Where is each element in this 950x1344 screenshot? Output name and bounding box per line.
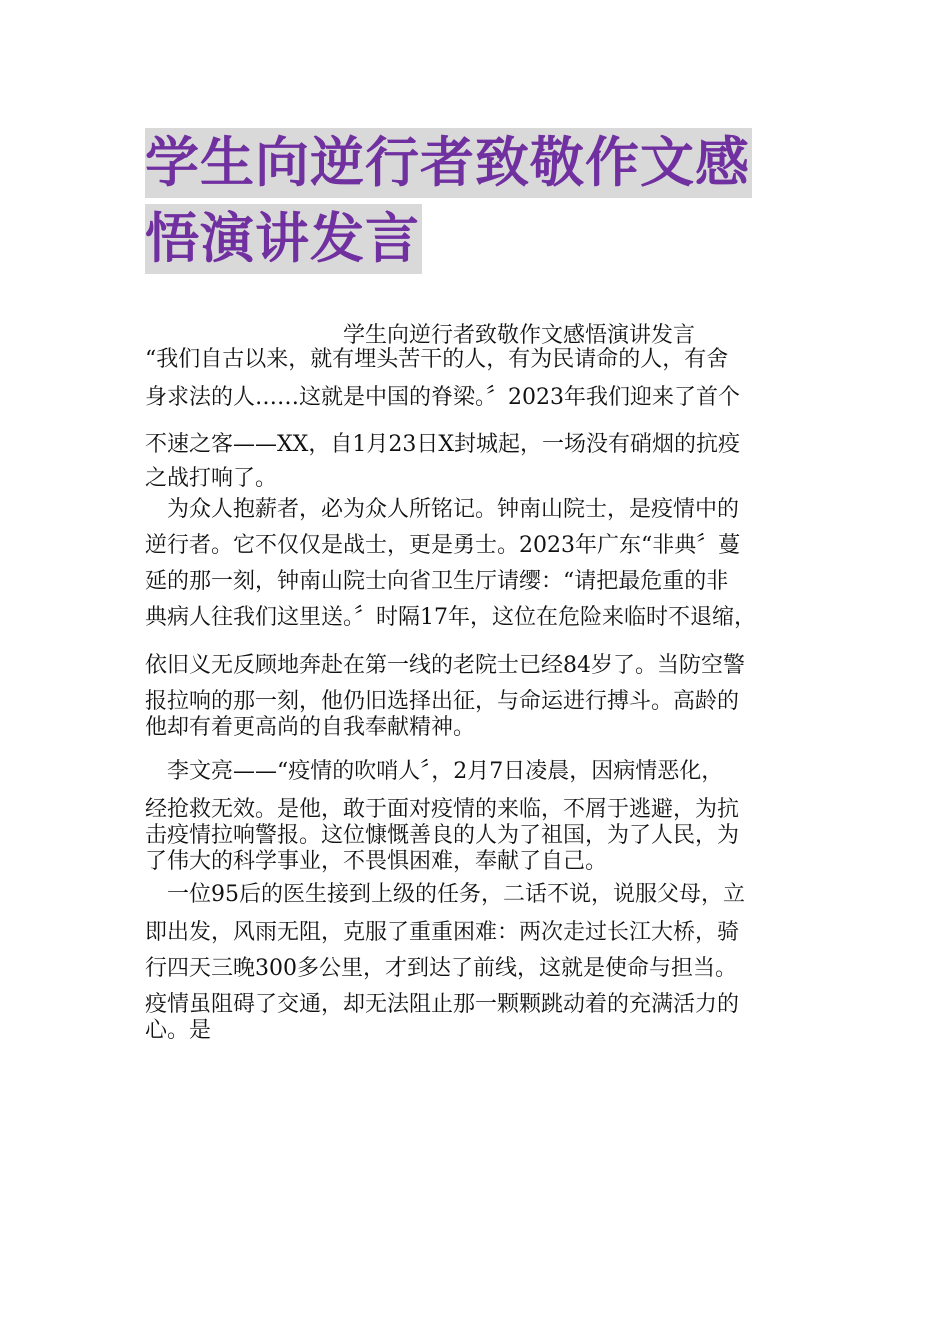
paragraph-line: 之战打响了。 (145, 466, 278, 491)
paragraph-2 (145, 495, 835, 743)
paragraph-line: 逆行者。它不仅仅是战士，更是勇士。2023年广东“非典〞蔓 (145, 533, 741, 558)
paragraph-line: 一位95后的医生接到上级的任务，二话不说，说服父母，立 (145, 882, 745, 907)
paragraph-line: 报拉响的那一刻，他仍旧选择出征，与命运进行搏斗。高龄的 (145, 689, 740, 714)
paragraph-line: 依旧义无反顾地奔赴在第一线的老院士已经84岁了。当防空警 (145, 653, 745, 678)
paragraph-line: 不速之客——XX，自1月23日X封城起，一场没有硝烟的抗疫 (145, 432, 740, 457)
paragraph-1 (145, 345, 835, 494)
paragraph-line: 行四天三晚300多公里，才到达了前线，这就是使命与担当。 (145, 956, 737, 981)
document-subtitle: 学生向逆行者致敬作文感悟演讲发言 (343, 323, 696, 348)
paragraph-3 (145, 757, 835, 877)
paragraph-line: 典病人往我们这里送。〞时隔17年，这位在危险来临时不退缩， (145, 605, 756, 630)
paragraph-line: 他却有着更高尚的自我奉献精神。 (145, 715, 476, 740)
paragraph-line: 了伟大的科学事业，不畏惧困难，奉献了自己。 (145, 849, 608, 874)
paragraph-line: 心。是 (145, 1018, 212, 1043)
paragraph-line: 身求法的人……这就是中国的脊梁。〞2023年我们迎来了首个 (145, 385, 740, 410)
paragraph-line: 疫情虽阻碍了交通，却无法阻止那一颗颗跳动着的充满活力的 (145, 992, 740, 1017)
paragraph-line: 即出发，风雨无阻，克服了重重困难：两次走过长江大桥，骑 (145, 920, 740, 945)
paragraph-line: “我们自古以来，就有埋头苦干的人，有为民请命的人，有舍 (145, 347, 729, 372)
paragraph-line: 延的那一刻，钟南山院士向省卫生厅请缨：“请把最危重的非 (145, 569, 729, 594)
paragraph-4 (145, 880, 835, 1046)
title-line-1: 学生向逆行者致敬作文感 (145, 128, 752, 198)
title-line-2: 悟演讲发言 (145, 204, 422, 274)
paragraph-line: 击疫情拉响警报。这位慷慨善良的人为了祖国，为了人民，为 (145, 823, 740, 848)
paragraph-line: 经抢救无效。是他，敢于面对疫情的来临，不屑于逃避，为抗 (145, 797, 740, 822)
document-title (145, 128, 815, 280)
paragraph-line: 李文亮——“疫情的吹哨人〞，2月7日凌晨，因病情恶化， (145, 759, 724, 784)
paragraph-line: 为众人抱薪者，必为众人所铭记。钟南山院士，是疫情中的 (145, 497, 740, 522)
